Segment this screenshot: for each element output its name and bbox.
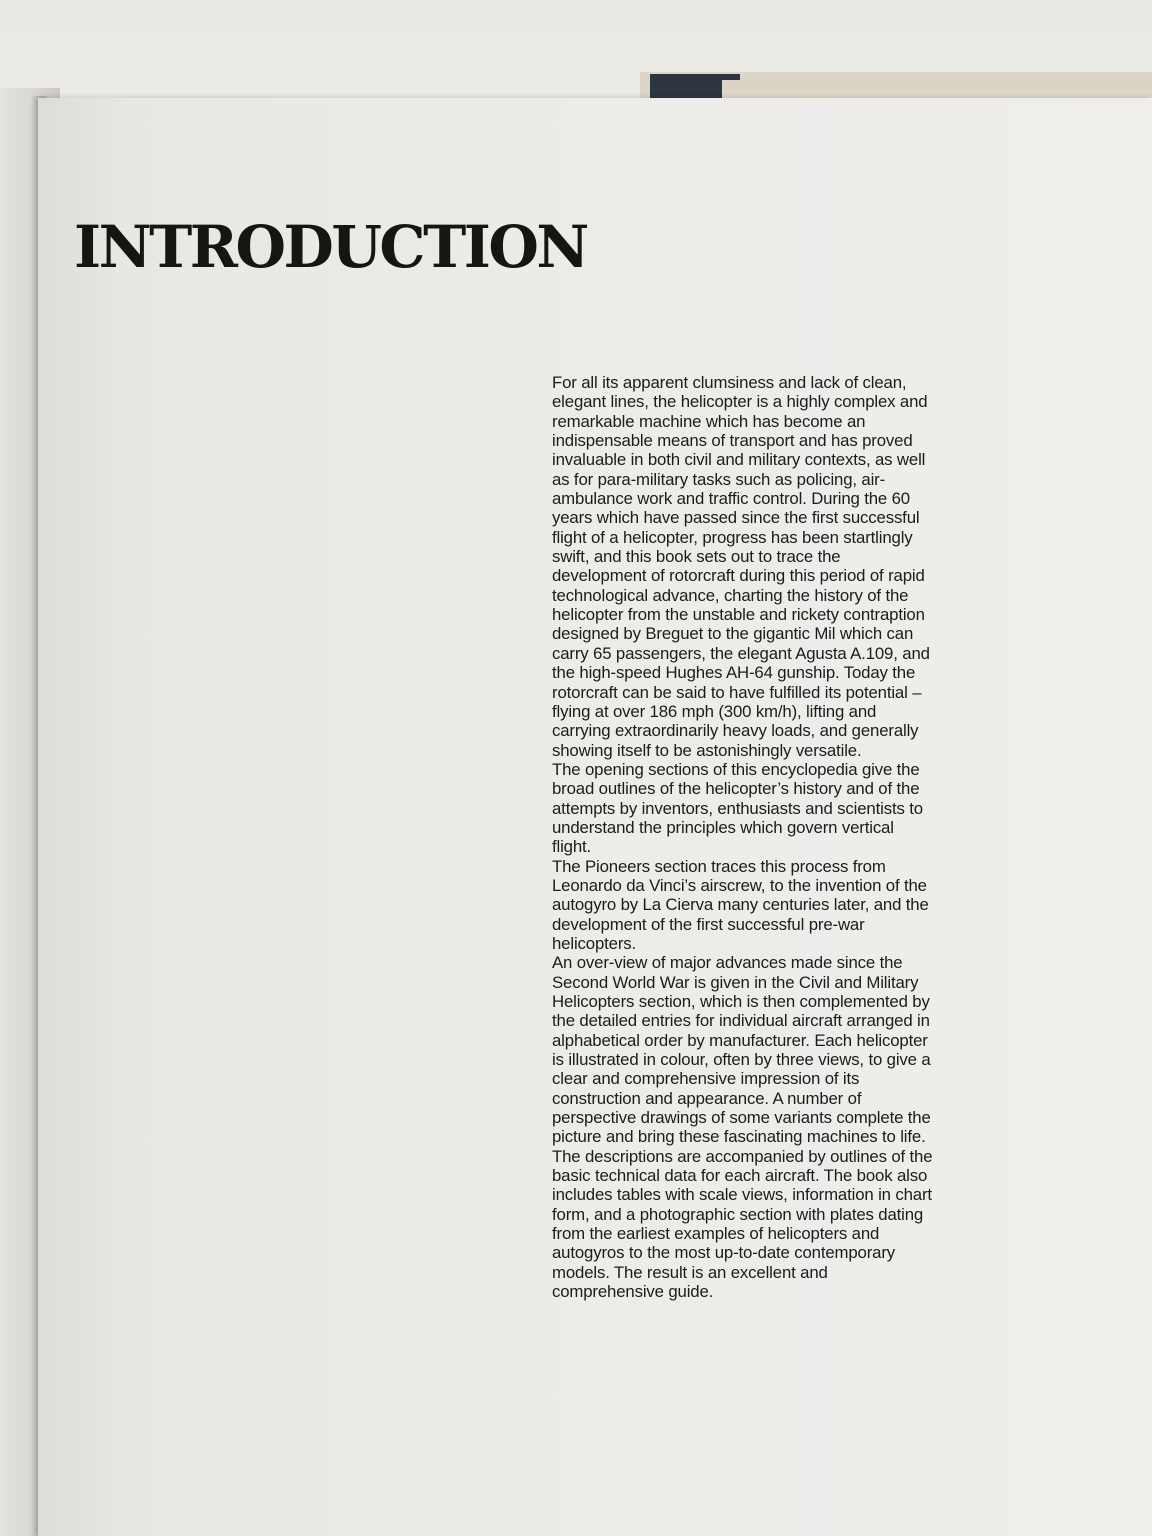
text-line: technological advance, charting the history of the (552, 585, 909, 605)
text-line: rotorcraft can be said to have fulfilled its potential – (552, 682, 922, 702)
text-line: The descriptions are accompanied by outlines of the (552, 1146, 933, 1166)
text-line: form, and a photographic section with plates dating (552, 1204, 924, 1224)
text-line: is illustrated in colour, often by three views, to give a (552, 1050, 931, 1070)
text-line: Helicopters section, which is then complemented by (552, 992, 930, 1011)
text-line: development of rotorcraft during this period of rapid (552, 566, 925, 586)
text-line: understand the principles which govern vertical (552, 817, 894, 837)
text-line: invaluable in both civil and military contexts, as well (552, 450, 926, 470)
text-line: flight of a helicopter, progress has been startlingly (552, 527, 913, 547)
text-line: showing itself to be astonishingly versatile. (552, 740, 862, 760)
text-line: For all its apparent clumsiness and lack of clean, (552, 373, 907, 392)
text-line: helicopters. (552, 933, 637, 953)
text-line: basic technical data for each aircraft. The book also (552, 1166, 928, 1186)
text-line: clear and comprehensive impression of its (552, 1069, 860, 1089)
text-line: The Pioneers section traces this process from (552, 856, 886, 876)
text-line: comprehensive guide. (552, 1282, 714, 1302)
text-line: carry 65 passengers, the elegant Agusta A.109, and (552, 643, 930, 663)
text-line: Leonardo da Vinci’s airscrew, to the invention of the (552, 875, 927, 895)
text-line: designed by Breguet to the gigantic Mil which can (552, 624, 914, 644)
text-line: flying at over 186 mph (300 km/h), lifting and (552, 701, 877, 721)
text-line: as for para-military tasks such as policing, air- (552, 469, 886, 489)
text-line: models. The result is an excellent and (552, 1262, 828, 1282)
text-line: the detailed entries for individual aircraft arranged in (552, 1011, 930, 1031)
introduction-text (552, 373, 1042, 1302)
text-line: attempts by inventors, enthusiasts and scientists to (552, 798, 923, 818)
text-line: from the earliest examples of helicopters and (552, 1224, 880, 1244)
text-line: perspective drawings of some variants complete the (552, 1108, 931, 1128)
text-line: alphabetical order by manufacturer. Each helicopter (552, 1030, 928, 1050)
text-line: The opening sections of this encyclopedia give the (552, 759, 920, 779)
text-line: elegant lines, the helicopter is a highly complex and (552, 392, 928, 412)
text-line: Second World War is given in the Civil and Military (552, 972, 919, 992)
text-line: years which have passed since the first successful (552, 508, 920, 528)
text-line: An over-view of major advances made since the (552, 953, 903, 973)
text-line: development of the first successful pre-war (552, 914, 865, 934)
text-line: remarkable machine which has become an (552, 411, 866, 431)
text-line: picture and bring these fascinating machines to life. (552, 1127, 926, 1147)
text-line: helicopter from the unstable and rickety contraption (552, 605, 925, 625)
text-line: the high-speed Hughes AH-64 gunship. Today the (552, 663, 916, 683)
text-line: includes tables with scale views, information in chart (552, 1185, 932, 1205)
text-line: swift, and this book sets out to trace the (552, 547, 841, 567)
text-line: ambulance work and traffic control. During the 60 (552, 489, 910, 509)
text-line: carrying extraordinarily heavy loads, and generally (552, 721, 919, 741)
text-line: autogyro by La Cierva many centuries later, and the (552, 895, 929, 915)
text-line: broad outlines of the helicopter’s history and of the (552, 779, 920, 799)
text-line: construction and appearance. A number of (552, 1088, 862, 1108)
text-line: autogyros to the most up-to-date contemporary (552, 1243, 896, 1263)
text-line: flight. (552, 837, 592, 857)
page-title: INTRODUCTION (74, 213, 587, 281)
text-line: indispensable means of transport and has proved (552, 431, 913, 451)
